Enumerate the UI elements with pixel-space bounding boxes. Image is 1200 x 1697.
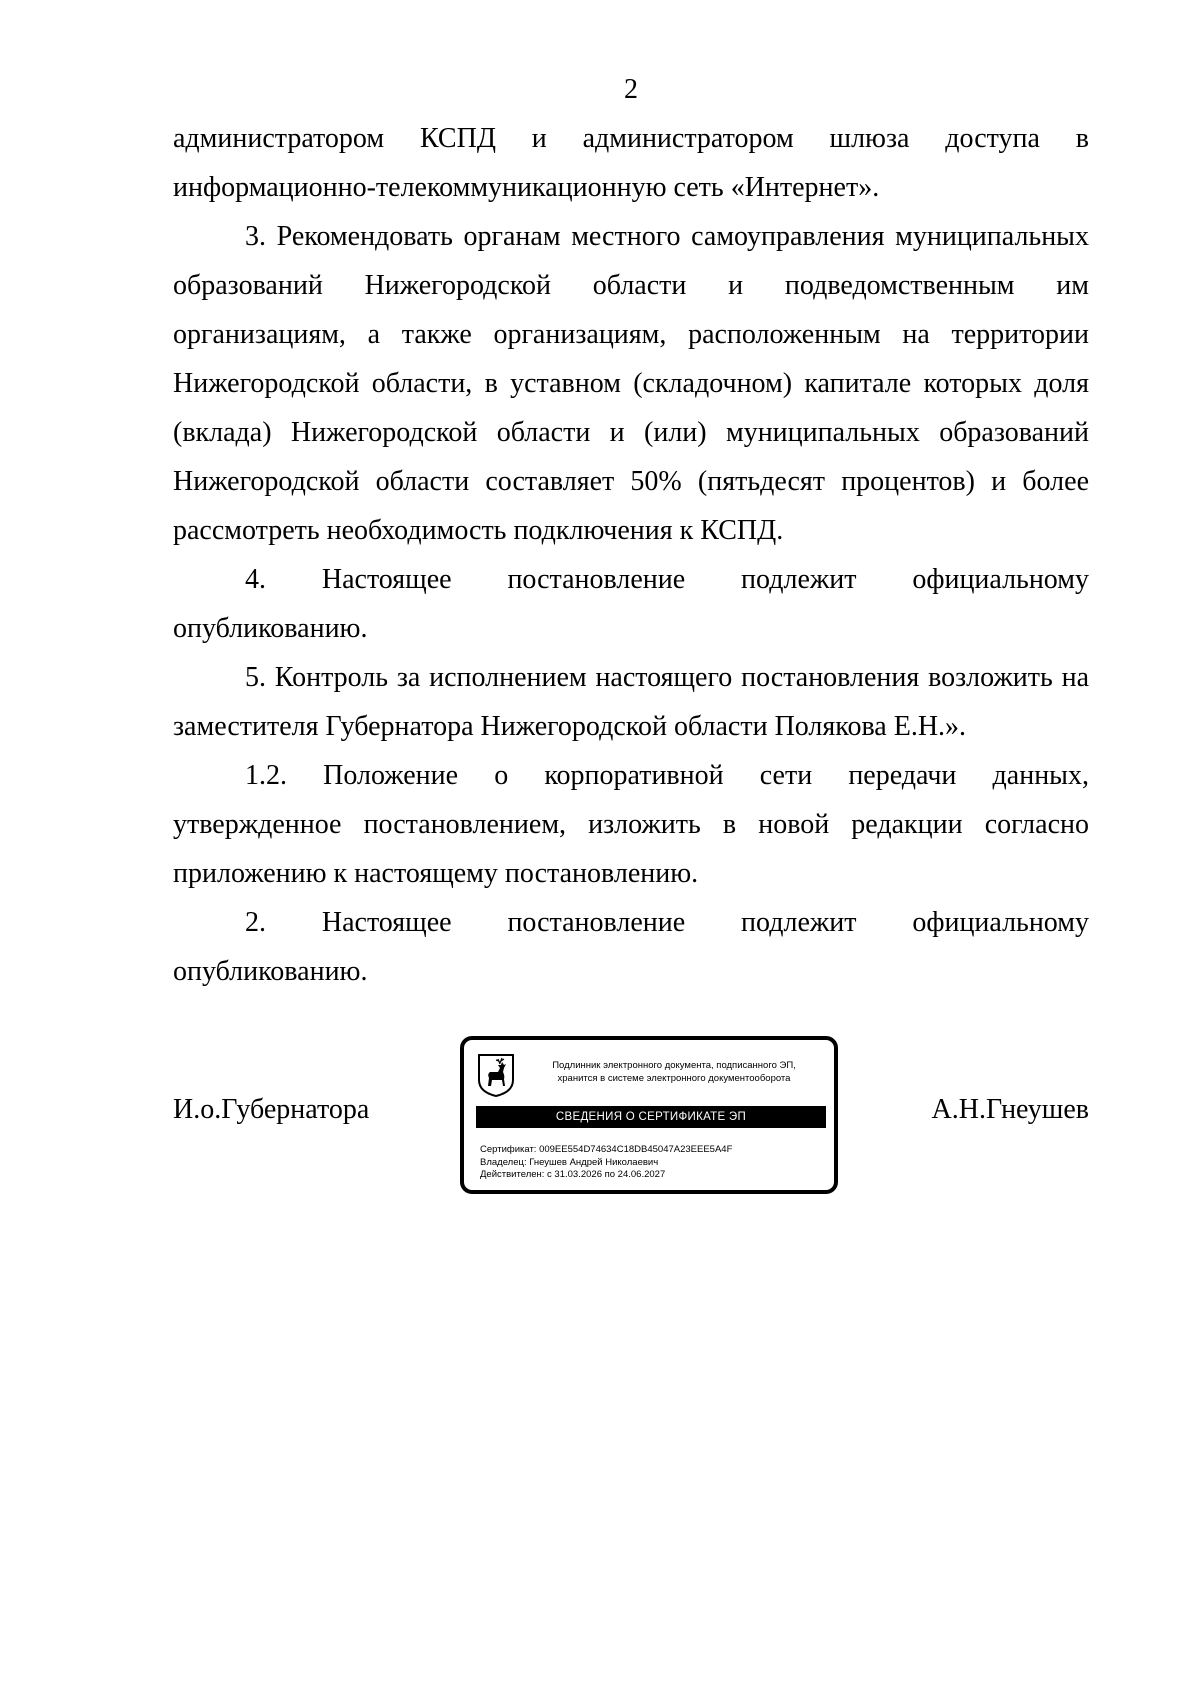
signatory-title: И.о.Губернатора [173,1094,370,1125]
paragraph-item-3: 3. Рекомендовать органам местного самоуправления муниципальных образований Нижегородской области и подведомственным им организациям, а также организациям, расположенным на территории Нижегородской области, в уставном (складочном) капитале которых доля (вклада) Нижегородской области и (или) муниципальных образований Нижегородской области составляет 50% (пятьдесят процентов) и более рассмотреть необходимость подключения к КСПД. [173,221,1089,546]
certificate-number: Сертификат: 009EE554D74634C18DB45047A23EEE5A4F [480,1144,733,1155]
signature-block [173,1036,1089,1196]
stamp-note-line-2: хранится в системе электронного документооборота [557,1073,791,1084]
certificate-info-header: СВЕДЕНИЯ О СЕРТИФИКАТЕ ЭП [476,1106,826,1128]
stamp-note [524,1059,824,1085]
certificate-validity: Действителен: с 31.03.2026 по 24.06.2027 [480,1169,666,1180]
paragraph-item-5: 5. Контроль за исполнением настоящего постановления возложить на заместителя Губернатора Нижегородской области Полякова Е.Н.». [173,662,1089,742]
stamp-note-line-1: Подлинник электронного документа, подписанного ЭП, [552,1060,796,1071]
certificate-details [480,1144,732,1182]
certificate-owner: Владелец: Гнеушев Андрей Николаевич [480,1156,659,1168]
deer-emblem-icon [476,1052,516,1098]
paragraph-item-2: 2. Настоящее постановление подлежит официальному опубликованию. [173,907,1089,987]
document-body [173,114,1089,996]
electronic-signature-stamp [460,1036,838,1194]
signatory-name: А.Н.Гнеушев [931,1094,1089,1125]
page-number: 2 [624,74,638,105]
paragraph-continuation: администратором КСПД и администратором шлюза доступа в информационно-телекоммуникационную сеть «Интернет». [173,123,1089,203]
paragraph-item-4: 4. Настоящее постановление подлежит официальному опубликованию. [173,564,1089,644]
paragraph-item-1-2: 1.2. Положение о корпоративной сети передачи данных, утвержденное постановлением, изложить в новой редакции согласно приложению к настоящему постановлению. [173,760,1089,889]
